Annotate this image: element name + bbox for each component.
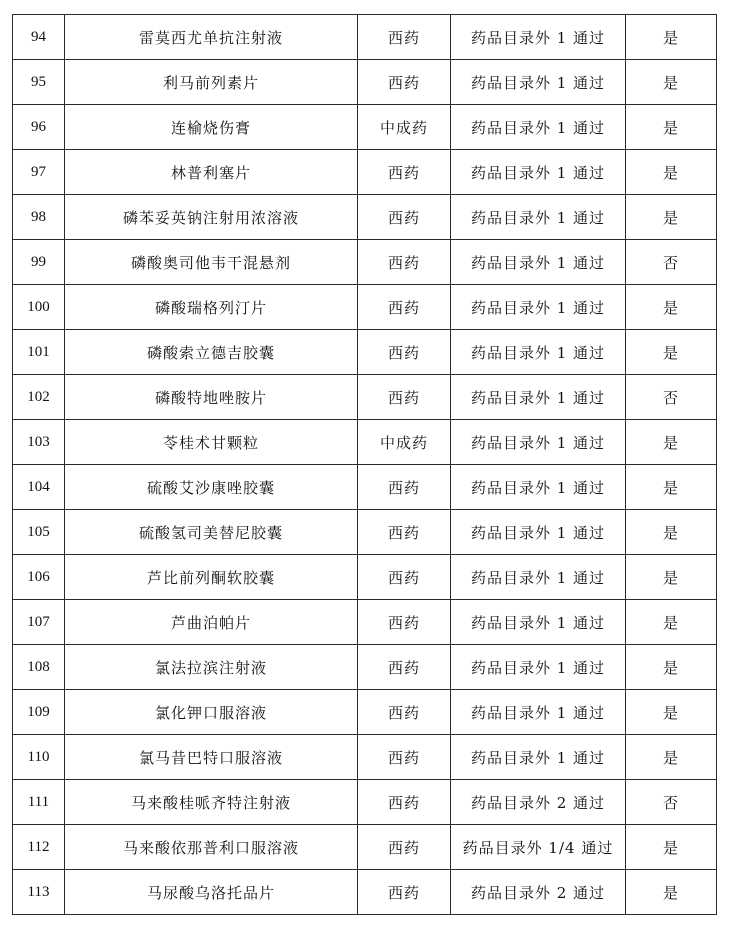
review-result-cell: 药品目录外 1 通过	[451, 330, 626, 375]
review-result-cell: 药品目录外 1 通过	[451, 555, 626, 600]
row-number-cell: 110	[13, 735, 65, 780]
table-row	[13, 420, 717, 465]
drug-name-cell: 林普利塞片	[65, 150, 358, 195]
drug-name-cell: 雷莫西尤单抗注射液	[65, 15, 358, 60]
flag-cell: 是	[626, 690, 717, 735]
table-row	[13, 780, 717, 825]
table-row	[13, 375, 717, 420]
flag-cell: 是	[626, 555, 717, 600]
drug-type-cell: 西药	[358, 600, 451, 645]
review-result-cell: 药品目录外 1 通过	[451, 510, 626, 555]
table-row	[13, 825, 717, 870]
review-result-cell: 药品目录外 1 通过	[451, 600, 626, 645]
table-row	[13, 600, 717, 645]
drug-name-cell: 氯马昔巴特口服溶液	[65, 735, 358, 780]
row-number-cell: 94	[13, 15, 65, 60]
row-number-cell: 112	[13, 825, 65, 870]
table-row	[13, 60, 717, 105]
table-row	[13, 690, 717, 735]
flag-cell: 是	[626, 735, 717, 780]
flag-cell: 是	[626, 510, 717, 555]
drug-type-cell: 西药	[358, 60, 451, 105]
table-row	[13, 645, 717, 690]
drug-type-cell: 西药	[358, 510, 451, 555]
drug-name-cell: 硫酸氢司美替尼胶囊	[65, 510, 358, 555]
review-result-cell: 药品目录外 1 通过	[451, 735, 626, 780]
flag-cell: 是	[626, 825, 717, 870]
drug-name-cell: 磷酸索立德吉胶囊	[65, 330, 358, 375]
drug-name-cell: 磷酸特地唑胺片	[65, 375, 358, 420]
table-row	[13, 195, 717, 240]
table-row	[13, 105, 717, 150]
row-number-cell: 113	[13, 870, 65, 915]
row-number-cell: 111	[13, 780, 65, 825]
drug-type-cell: 西药	[358, 375, 451, 420]
drug-type-cell: 西药	[358, 735, 451, 780]
drug-name-cell: 芦曲泊帕片	[65, 600, 358, 645]
table-row	[13, 240, 717, 285]
row-number-cell: 103	[13, 420, 65, 465]
drug-name-cell: 马尿酸乌洛托品片	[65, 870, 358, 915]
flag-cell: 是	[626, 105, 717, 150]
drug-type-cell: 西药	[358, 195, 451, 240]
flag-cell: 是	[626, 420, 717, 465]
table-row	[13, 510, 717, 555]
review-result-cell: 药品目录外 1 通过	[451, 105, 626, 150]
row-number-cell: 109	[13, 690, 65, 735]
drug-type-cell: 西药	[358, 690, 451, 735]
flag-cell: 否	[626, 780, 717, 825]
row-number-cell: 104	[13, 465, 65, 510]
table-row	[13, 555, 717, 600]
table-row	[13, 330, 717, 375]
row-number-cell: 102	[13, 375, 65, 420]
flag-cell: 是	[626, 150, 717, 195]
flag-cell: 是	[626, 870, 717, 915]
drug-name-cell: 利马前列素片	[65, 60, 358, 105]
table-row	[13, 870, 717, 915]
drug-name-cell: 硫酸艾沙康唑胶囊	[65, 465, 358, 510]
row-number-cell: 96	[13, 105, 65, 150]
drug-type-cell: 中成药	[358, 420, 451, 465]
drug-name-cell: 磷酸瑞格列汀片	[65, 285, 358, 330]
review-result-cell: 药品目录外 1 通过	[451, 195, 626, 240]
drug-type-cell: 西药	[358, 285, 451, 330]
row-number-cell: 101	[13, 330, 65, 375]
drug-name-cell: 马来酸桂哌齐特注射液	[65, 780, 358, 825]
drug-type-cell: 西药	[358, 465, 451, 510]
drug-type-cell: 西药	[358, 330, 451, 375]
review-result-cell: 药品目录外 2 通过	[451, 870, 626, 915]
drug-name-cell: 磷酸奥司他韦干混悬剂	[65, 240, 358, 285]
row-number-cell: 105	[13, 510, 65, 555]
row-number-cell: 100	[13, 285, 65, 330]
table-body	[13, 15, 717, 915]
drug-name-cell: 氯化钾口服溶液	[65, 690, 358, 735]
review-result-cell: 药品目录外 1 通过	[451, 645, 626, 690]
flag-cell: 是	[626, 15, 717, 60]
drug-type-cell: 西药	[358, 645, 451, 690]
review-result-cell: 药品目录外 1 通过	[451, 420, 626, 465]
drug-type-cell: 西药	[358, 15, 451, 60]
row-number-cell: 99	[13, 240, 65, 285]
drug-name-cell: 马来酸依那普利口服溶液	[65, 825, 358, 870]
review-result-cell: 药品目录外 1 通过	[451, 285, 626, 330]
drug-name-cell: 磷苯妥英钠注射用浓溶液	[65, 195, 358, 240]
drug-name-cell: 氯法拉滨注射液	[65, 645, 358, 690]
drug-type-cell: 西药	[358, 780, 451, 825]
drug-type-cell: 西药	[358, 240, 451, 285]
row-number-cell: 107	[13, 600, 65, 645]
flag-cell: 是	[626, 645, 717, 690]
table-row	[13, 15, 717, 60]
review-result-cell: 药品目录外 2 通过	[451, 780, 626, 825]
drug-list-table	[12, 14, 717, 915]
flag-cell: 是	[626, 195, 717, 240]
review-result-cell: 药品目录外 1/4 通过	[451, 825, 626, 870]
flag-cell: 是	[626, 60, 717, 105]
row-number-cell: 95	[13, 60, 65, 105]
drug-name-cell: 连榆烧伤膏	[65, 105, 358, 150]
review-result-cell: 药品目录外 1 通过	[451, 150, 626, 195]
review-result-cell: 药品目录外 1 通过	[451, 15, 626, 60]
review-result-cell: 药品目录外 1 通过	[451, 375, 626, 420]
drug-type-cell: 西药	[358, 825, 451, 870]
table-row	[13, 150, 717, 195]
table-row	[13, 735, 717, 780]
drug-name-cell: 芦比前列酮软胶囊	[65, 555, 358, 600]
flag-cell: 是	[626, 330, 717, 375]
review-result-cell: 药品目录外 1 通过	[451, 690, 626, 735]
flag-cell: 否	[626, 240, 717, 285]
table-row	[13, 465, 717, 510]
flag-cell: 否	[626, 375, 717, 420]
flag-cell: 是	[626, 285, 717, 330]
review-result-cell: 药品目录外 1 通过	[451, 60, 626, 105]
drug-type-cell: 西药	[358, 150, 451, 195]
row-number-cell: 97	[13, 150, 65, 195]
drug-name-cell: 苓桂术甘颗粒	[65, 420, 358, 465]
flag-cell: 是	[626, 465, 717, 510]
row-number-cell: 108	[13, 645, 65, 690]
flag-cell: 是	[626, 600, 717, 645]
drug-type-cell: 西药	[358, 555, 451, 600]
table-row	[13, 285, 717, 330]
row-number-cell: 98	[13, 195, 65, 240]
review-result-cell: 药品目录外 1 通过	[451, 465, 626, 510]
drug-type-cell: 西药	[358, 870, 451, 915]
drug-type-cell: 中成药	[358, 105, 451, 150]
review-result-cell: 药品目录外 1 通过	[451, 240, 626, 285]
row-number-cell: 106	[13, 555, 65, 600]
